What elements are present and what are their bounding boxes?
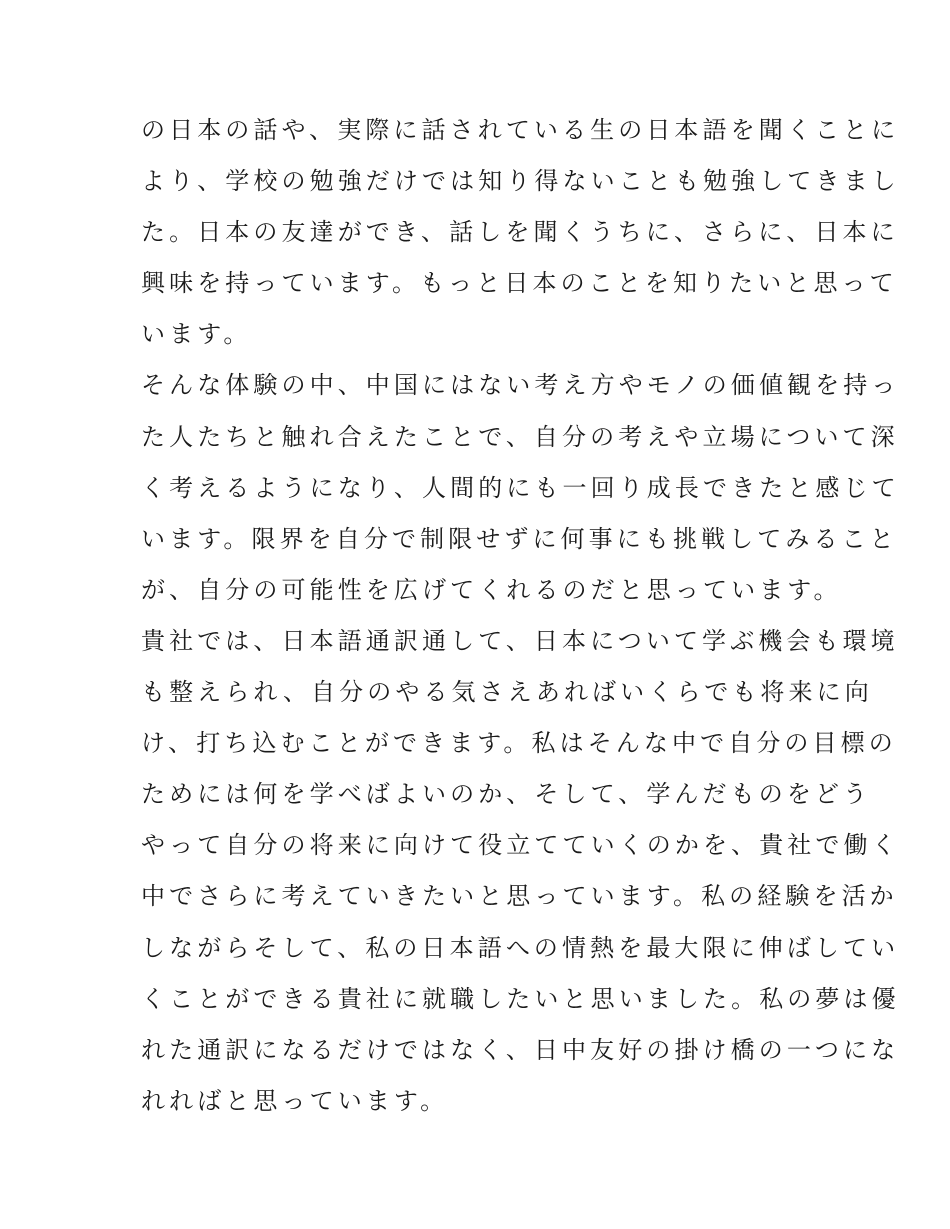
text-line: た人たちと触れ合えたことで、自分の考えや立場について深 — [141, 422, 899, 451]
text-line: た。日本の友達ができ、話しを聞くうちに、さらに、日本に — [141, 218, 899, 247]
text-line: も整えられ、自分のやる気さえあればいくらでも将来に向 — [141, 678, 873, 707]
text-line: れた通訳になるだけではなく、日中友好の掛け橋の一つにな — [141, 1035, 900, 1064]
text-line: れればと思っています。 — [141, 1086, 449, 1115]
text-line: くことができる貴社に就職したいと思いました。私の夢は優 — [141, 984, 900, 1013]
body-text — [141, 108, 900, 1130]
text-line: います。限界を自分で制限せずに何事にも挑戦してみること — [141, 524, 898, 553]
text-line: います。 — [141, 320, 252, 349]
text-line: が、自分の可能性を広げてくれるのだと思っています。 — [141, 575, 842, 604]
text-line: そんな体験の中、中国にはない考え方やモノの価値観を持っ — [141, 371, 900, 400]
text-line: ためには何を学べばよいのか、そして、学んだものをどう — [141, 780, 872, 809]
text-line: け、打ち込むことができます。私はそんな中で自分の目標の — [141, 729, 897, 758]
text-line: しながらそして、私の日本語への情熱を最大限に伸ばしてい — [141, 933, 900, 962]
text-line: やって自分の将来に向けて役立てていくのかを、貴社で働く — [141, 831, 900, 860]
text-line: 興味を持っています。もっと日本のことを知りたいと思って — [141, 269, 898, 298]
text-line: の日本の話や、実際に話されている生の日本語を聞くことに — [141, 116, 900, 144]
text-line: 中でさらに考えていきたいと思っています。私の経験を活か — [141, 882, 898, 911]
text-line: く考えるようになり、人間的にも一回り成長できたと感じて — [141, 473, 900, 502]
text-line: 貴社では、日本語通訳通して、日本について学ぶ機会も環境 — [141, 626, 899, 655]
text-line: より、学校の勉強だけでは知り得ないことも勉強してきまし — [141, 167, 900, 196]
